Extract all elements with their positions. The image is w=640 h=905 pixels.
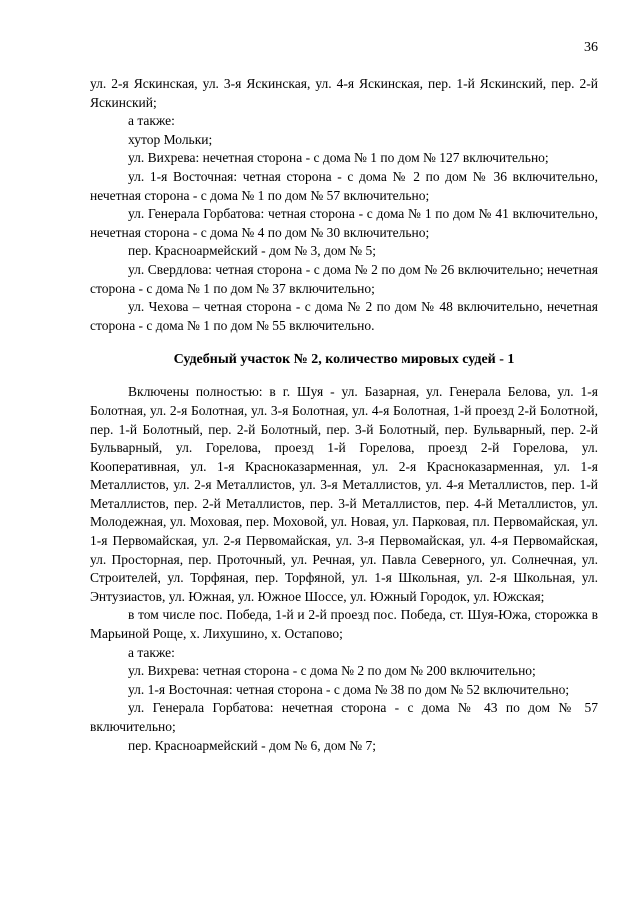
paragraph: ул. Генерала Горбатова: нечетная сторона - с дома № 43 по дом № 57 включительно; [90, 700, 598, 734]
paragraph: ул. 1-я Восточная: четная сторона - с дома № 38 по дом № 52 включительно; [128, 681, 570, 697]
paragraph: хутор Мольки; [128, 131, 213, 147]
paragraph: ул. 1-я Восточная: четная сторона - с дома № 2 по дом № 36 включительно, нечетная сторона - с дома № 1 по дом № 57 включительно; [90, 168, 598, 203]
paragraph: пер. Красноармейский - дом № 6, дом № 7; [128, 737, 377, 753]
paragraph: ул. Вихрева: нечетная сторона - с дома № 1 по дом № 127 включительно; [128, 150, 549, 166]
paragraph: ул. Чехова – четная сторона - с дома № 2 по дом № 48 включительно, нечетная сторона - с дома № 1 по дом № 55 включительно. [90, 299, 598, 333]
paragraph: а также: [128, 113, 175, 129]
section-heading: Судебный участок № 2, количество мировых судей - 1 [173, 352, 515, 368]
paragraph: ул. Генерала Горбатова: четная сторона - с дома № 1 по дом № 41 включительно, нечетная сторона - с дома № 4 по дом № 30 включительно; [90, 206, 598, 240]
paragraph: ул. Свердлова: четная сторона - с дома № 2 по дом № 26 включительно; нечетная сторона - с дома № 1 по дом № 37 включительно; [90, 261, 598, 296]
paragraph: пер. Красноармейский - дом № 3, дом № 5; [128, 243, 377, 259]
document-body [90, 75, 598, 755]
paragraph: в том числе пос. Победа, 1-й и 2-й проезд пос. Победа, ст. Шуя-Южа, сторожка в Марьиной Роще, х. Лихушино, х. Остапово; [90, 607, 598, 642]
paragraph: Включены полностью: в г. Шуя - ул. Базарная, ул. Генерала Белова, ул. 1-я Болотная, ул. 2-я Болотная, ул. 3-я Болотная, ул. 4-я Болотная, 1-й проезд 2-й Болотной, пер. 1-й Болотный, пер. 2-й Болотный, пер. 3-й Болотный, пер. Бульварный, пер. 2-й Бульварный, ул. Горелова, проезд 1-й Горелова, проезд 2-й Горелова, ул. Кооперативная, ул. 1-я Красноказарменная, ул. 2-я Красноказарменная, ул. 1-я Металлистов, ул. 2-я Металлистов, ул. 3-я Металлистов, ул. 4-я Металлистов, пер. 1-й Металлистов, пер. 2-й Металлистов, пер. 3-й Металлистов, пер. 4-й Металлистов, ул. Молодежная, ул. Моховая, пер. Моховой, ул. Новая, ул. Парковая, пл. Первомайская, ул. 1-я Первомайская, ул. 2-я Первомайская, ул. 3-я Первомайская, ул. 4-я Первомайская, ул. Просторная, пер. Проточный, ул. Речная, ул. Павла Северного, ул. Солнечная, ул. Строителей, ул. Торфяная, пер. Торфяной, ул. 1-я Школьная, ул. 2-я Школьная, ул. Энтузиастов, ул. Южная, ул. Южное Шоссе, ул. Южный Городок, ул. Южская; [90, 384, 598, 604]
paragraph: ул. 2-я Яскинская, ул. 3-я Яскинская, ул. 4-я Яскинская, пер. 1-й Яскинский, пер. 2-й Яскинский; [90, 76, 598, 110]
page-number: 36 [584, 40, 598, 55]
paragraph: ул. Вихрева: четная сторона - с дома № 2 по дом № 200 включительно; [128, 663, 536, 679]
paragraph: а также: [128, 644, 175, 660]
